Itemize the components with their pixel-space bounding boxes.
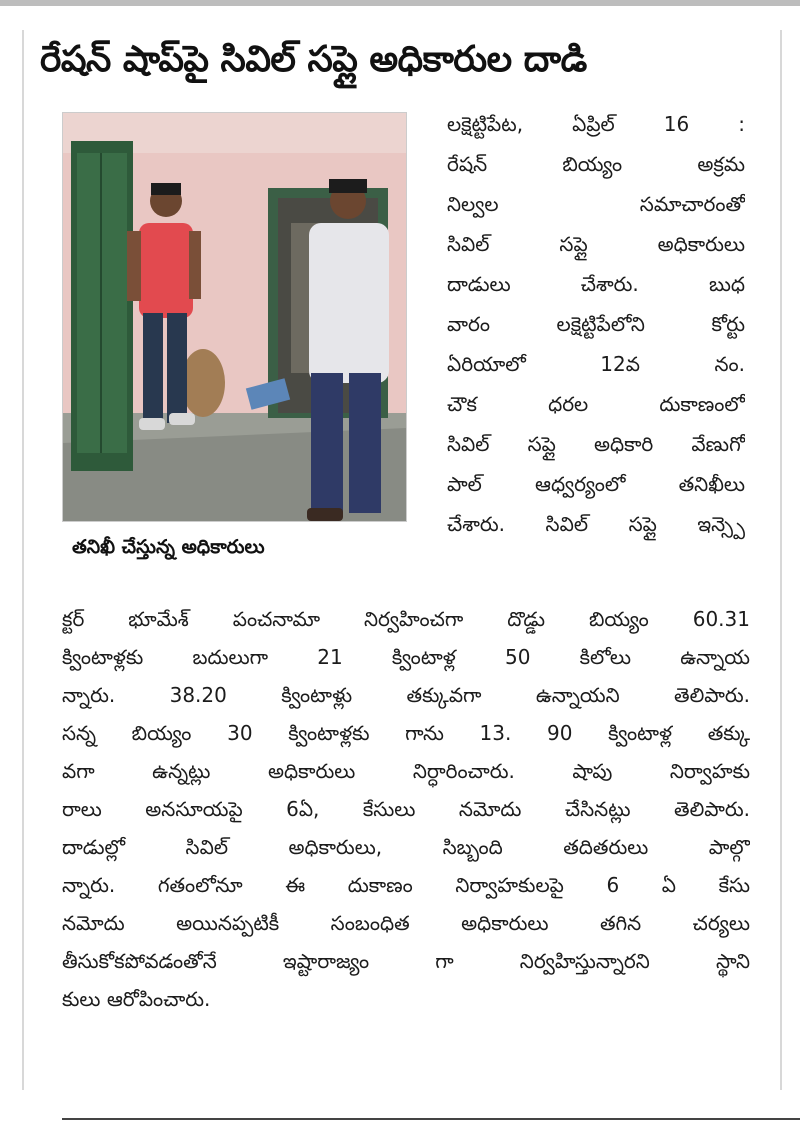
column-line: ఏరియాలో 12వ నం. (447, 352, 745, 376)
body-line: వగా ఉన్నట్లు అధికారులు నిర్ధారించారు. షాపు నిర్వాహకు (62, 759, 750, 783)
column-line: సివిల్ సప్లై అధికారులు (447, 232, 745, 256)
headline: రేషన్ షాప్‌పై సివిల్ సప్లై అధికారుల దాడి (40, 39, 587, 80)
left-column-rule (22, 30, 24, 1090)
body-line: రాలు అనసూయపై 6ఏ, కేసులు నమోదు చేసినట్లు తెలిపారు. (62, 797, 750, 821)
body-line: దాడుల్లో సివిల్ అధికారులు, సిబ్బంది తదితరులు పాల్గొ (62, 835, 750, 859)
article-column-text (447, 104, 745, 544)
article-body-text (62, 600, 750, 1018)
body-line: క్టర్ భూమేశ్ పంచనామా నిర్వహించగా దొడ్డు బియ్యం 60.31 (62, 607, 750, 631)
column-line: రేషన్ బియ్యం అక్రమ (447, 152, 745, 176)
top-border (0, 0, 800, 6)
column-line: సివిల్ సప్లై అధికారి వేణుగో (447, 432, 745, 456)
column-line: వారం లక్షెట్టిపేలోని కోర్టు (447, 312, 745, 336)
body-line: క్వింటాళ్లకు బదులుగా 21 క్వింటాళ్ల 50 కిలోలు ఉన్నాయ (62, 645, 750, 669)
column-line: నిల్వల సమాచారంతో (447, 192, 745, 216)
right-column-rule (780, 30, 782, 1090)
column-line: పాల్ ఆధ్వర్యంలో తనిఖీలు (447, 472, 745, 496)
column-line: చౌక ధరల దుకాణంలో (447, 392, 745, 416)
body-line: కులు ఆరోపించారు. (62, 987, 211, 1011)
news-photo (62, 112, 407, 522)
body-line: తీసుకోకపోవడంతోనే ఇష్టారాజ్యం గా నిర్వహిస్తున్నారని స్థాని (62, 949, 750, 973)
bottom-rule (62, 1118, 800, 1120)
body-line: నమోదు అయినప్పటికీ సంబంధిత అధికారులు తగిన చర్యలు (62, 911, 750, 935)
photo-caption: తనిఖీ చేస్తున్న అధికారులు (72, 536, 265, 558)
officials-inspection-photo (63, 113, 406, 521)
body-line: న్నారు. 38.20 క్వింటాళ్లు తక్కువగా ఉన్నాయని తెలిపారు. (62, 683, 750, 707)
column-line: లక్షెట్టిపేట, ఏప్రిల్ 16 : (447, 112, 745, 136)
column-line: చేశారు. సివిల్ సప్లై ఇన్స్పె (447, 512, 745, 536)
column-line: దాడులు చేశారు. బుధ (447, 272, 745, 296)
body-line: సన్న బియ్యం 30 క్వింటాళ్లకు గాను 13. 90 క్వింటాళ్ల తక్కు (62, 721, 750, 745)
body-line: న్నారు. గతంలోనూ ఈ దుకాణం నిర్వాహకులపై 6 ఏ కేసు (62, 873, 750, 897)
